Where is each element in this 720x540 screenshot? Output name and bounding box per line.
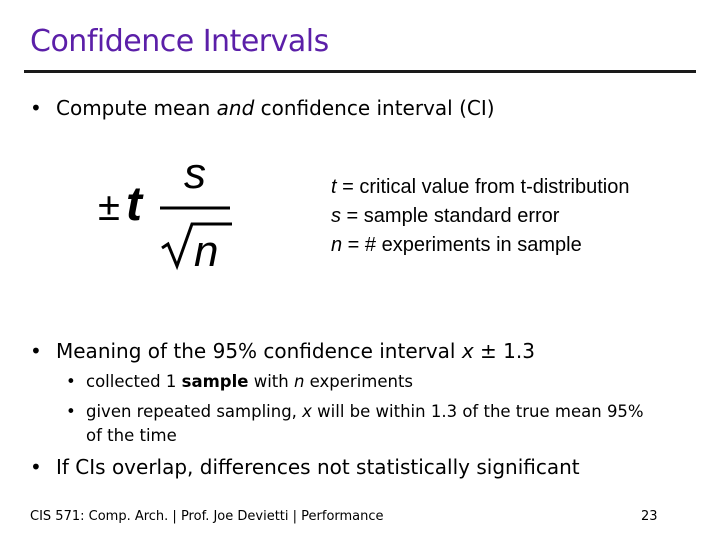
formula-t: t	[126, 178, 142, 231]
slide-title: Confidence Intervals	[30, 24, 329, 59]
subbullet-text-post: will be within 1.3 of the true mean 95%	[311, 402, 644, 421]
definition-var: n	[331, 234, 343, 256]
slide-footer: CIS 571: Comp. Arch. | Prof. Joe Devietti | Performance	[30, 509, 384, 524]
subbullet-text-mid: with	[248, 372, 294, 391]
page-number: 23	[641, 509, 658, 524]
bullet-text-pre: Compute mean	[56, 96, 217, 120]
definition-t	[331, 173, 629, 202]
bullet-compute-ci	[30, 96, 495, 120]
bullet-text-post: ± 1.3	[473, 339, 535, 363]
subbullet-text-pre: given repeated sampling,	[86, 402, 303, 421]
definition-text: = # experiments in sample	[342, 234, 582, 256]
subbullet-text-post: experiments	[304, 372, 414, 391]
definition-s	[331, 202, 629, 231]
formula-plus-minus: ±	[98, 185, 120, 229]
subbullet-marker: •	[66, 402, 76, 421]
subbullet-text-line2: of the time	[86, 426, 177, 445]
subbullet-text-pre: collected 1	[86, 372, 182, 391]
title-underline	[24, 70, 696, 73]
bullet-marker: •	[30, 96, 42, 120]
definition-var: t	[331, 176, 337, 198]
subbullet-repeated-sampling	[66, 400, 644, 448]
subbullet-marker: •	[66, 372, 76, 391]
bullet-text-post: confidence interval (CI)	[254, 96, 495, 120]
bullet-text-emphasis: x	[461, 339, 474, 363]
bullet-marker: •	[30, 455, 42, 479]
definition-text: = critical value from t-distribution	[336, 176, 630, 198]
bullet-ci-overlap	[30, 455, 580, 479]
formula-numerator-s: s	[184, 149, 206, 198]
ci-formula	[98, 148, 248, 276]
formula-denominator-n: n	[194, 227, 219, 276]
subbullet-text-emphasis: x	[302, 402, 312, 421]
bullet-text: If CIs overlap, differences not statistically significant	[56, 455, 580, 479]
bullet-meaning-ci	[30, 339, 535, 363]
definition-var: s	[331, 205, 341, 227]
variable-definitions	[331, 173, 629, 260]
bullet-marker: •	[30, 339, 42, 363]
definition-n	[331, 231, 629, 260]
definition-text: = sample standard error	[341, 205, 560, 227]
subbullet-sample	[66, 372, 413, 391]
subbullet-text-emphasis: n	[293, 372, 305, 391]
bullet-text-emphasis: and	[216, 96, 255, 120]
subbullet-text-bold: sample	[181, 372, 249, 391]
bullet-text-pre: Meaning of the 95% confidence interval	[56, 339, 462, 363]
